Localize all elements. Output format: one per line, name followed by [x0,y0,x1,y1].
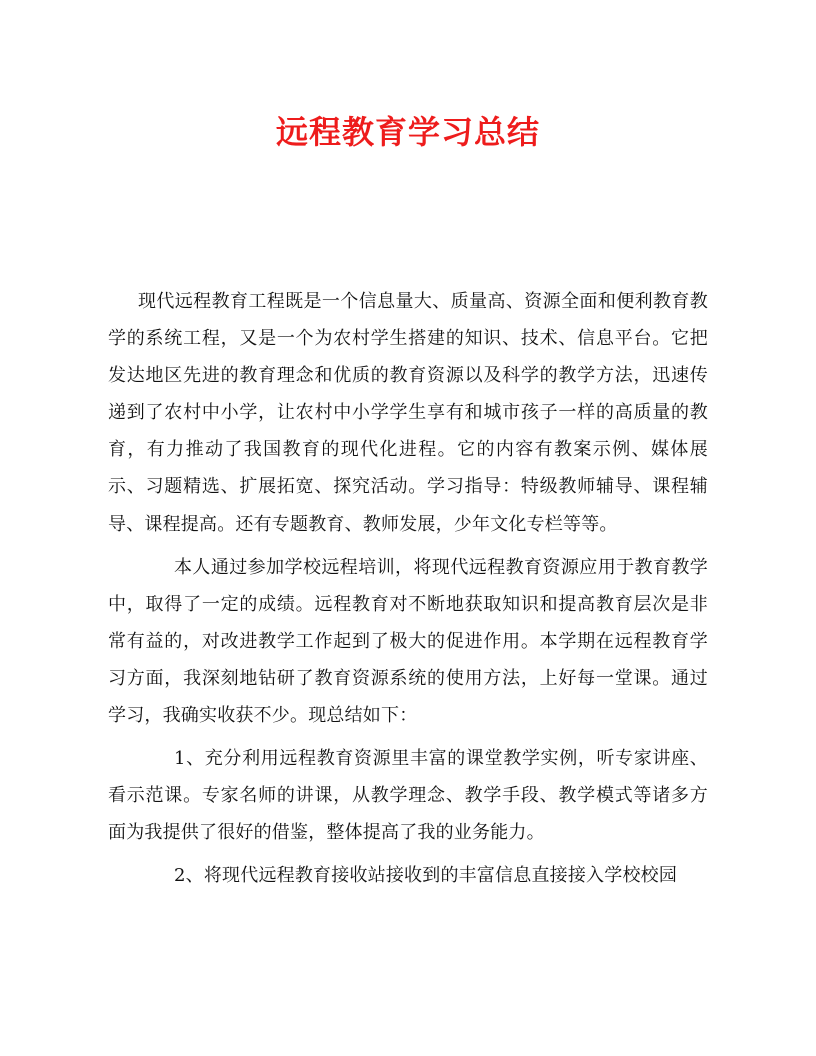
body-paragraph-intro: 现代远程教育工程既是一个信息量大、质量高、资源全面和便利教育教学的系统工程，又是一个为农村学生搭建的知识、技术、信息平台。它把发达地区先进的教育理念和优质的教育资源以及科学的教学方法，迅速传递到了农村中小学，让农村中小学学生享有和城市孩子一样的高质量的教育，有力推动了我国教育的现代化进程。它的内容有教案示例、媒体展示、习题精选、扩展拓宽、探究活动。学习指导：特级教师辅导、课程辅导、课程提高。还有专题教育、教师发展，少年文化专栏等等。 [108,291,708,535]
document-title: 远程教育学习总结 [275,113,540,151]
body-paragraph-point-2: 2、将现代远程教育接收站接收到的丰富信息直接接入学校校园 [174,865,678,887]
body-paragraph-personal: 本人通过参加学校远程培训，将现代远程教育资源应用于教育教学中，取得了一定的成绩。远程教育对不断地获取知识和提高教育层次是非常有益的，对改进教学工作起到了极大的促进作用。本学期在远程教育学习方面，我深刻地钻研了教育资源系统的使用方法，上好每一堂课。通过学习，我确实收获不少。现总结如下： [108,556,708,727]
document-body [108,283,708,895]
body-paragraph-point-1: 1、充分利用远程教育资源里丰富的课堂教学实例，听专家讲座、看示范课。专家名师的讲课，从教学理念、教学手段、教学模式等诸多方面为我提供了很好的借鉴，整体提高了我的业务能力。 [108,748,708,844]
